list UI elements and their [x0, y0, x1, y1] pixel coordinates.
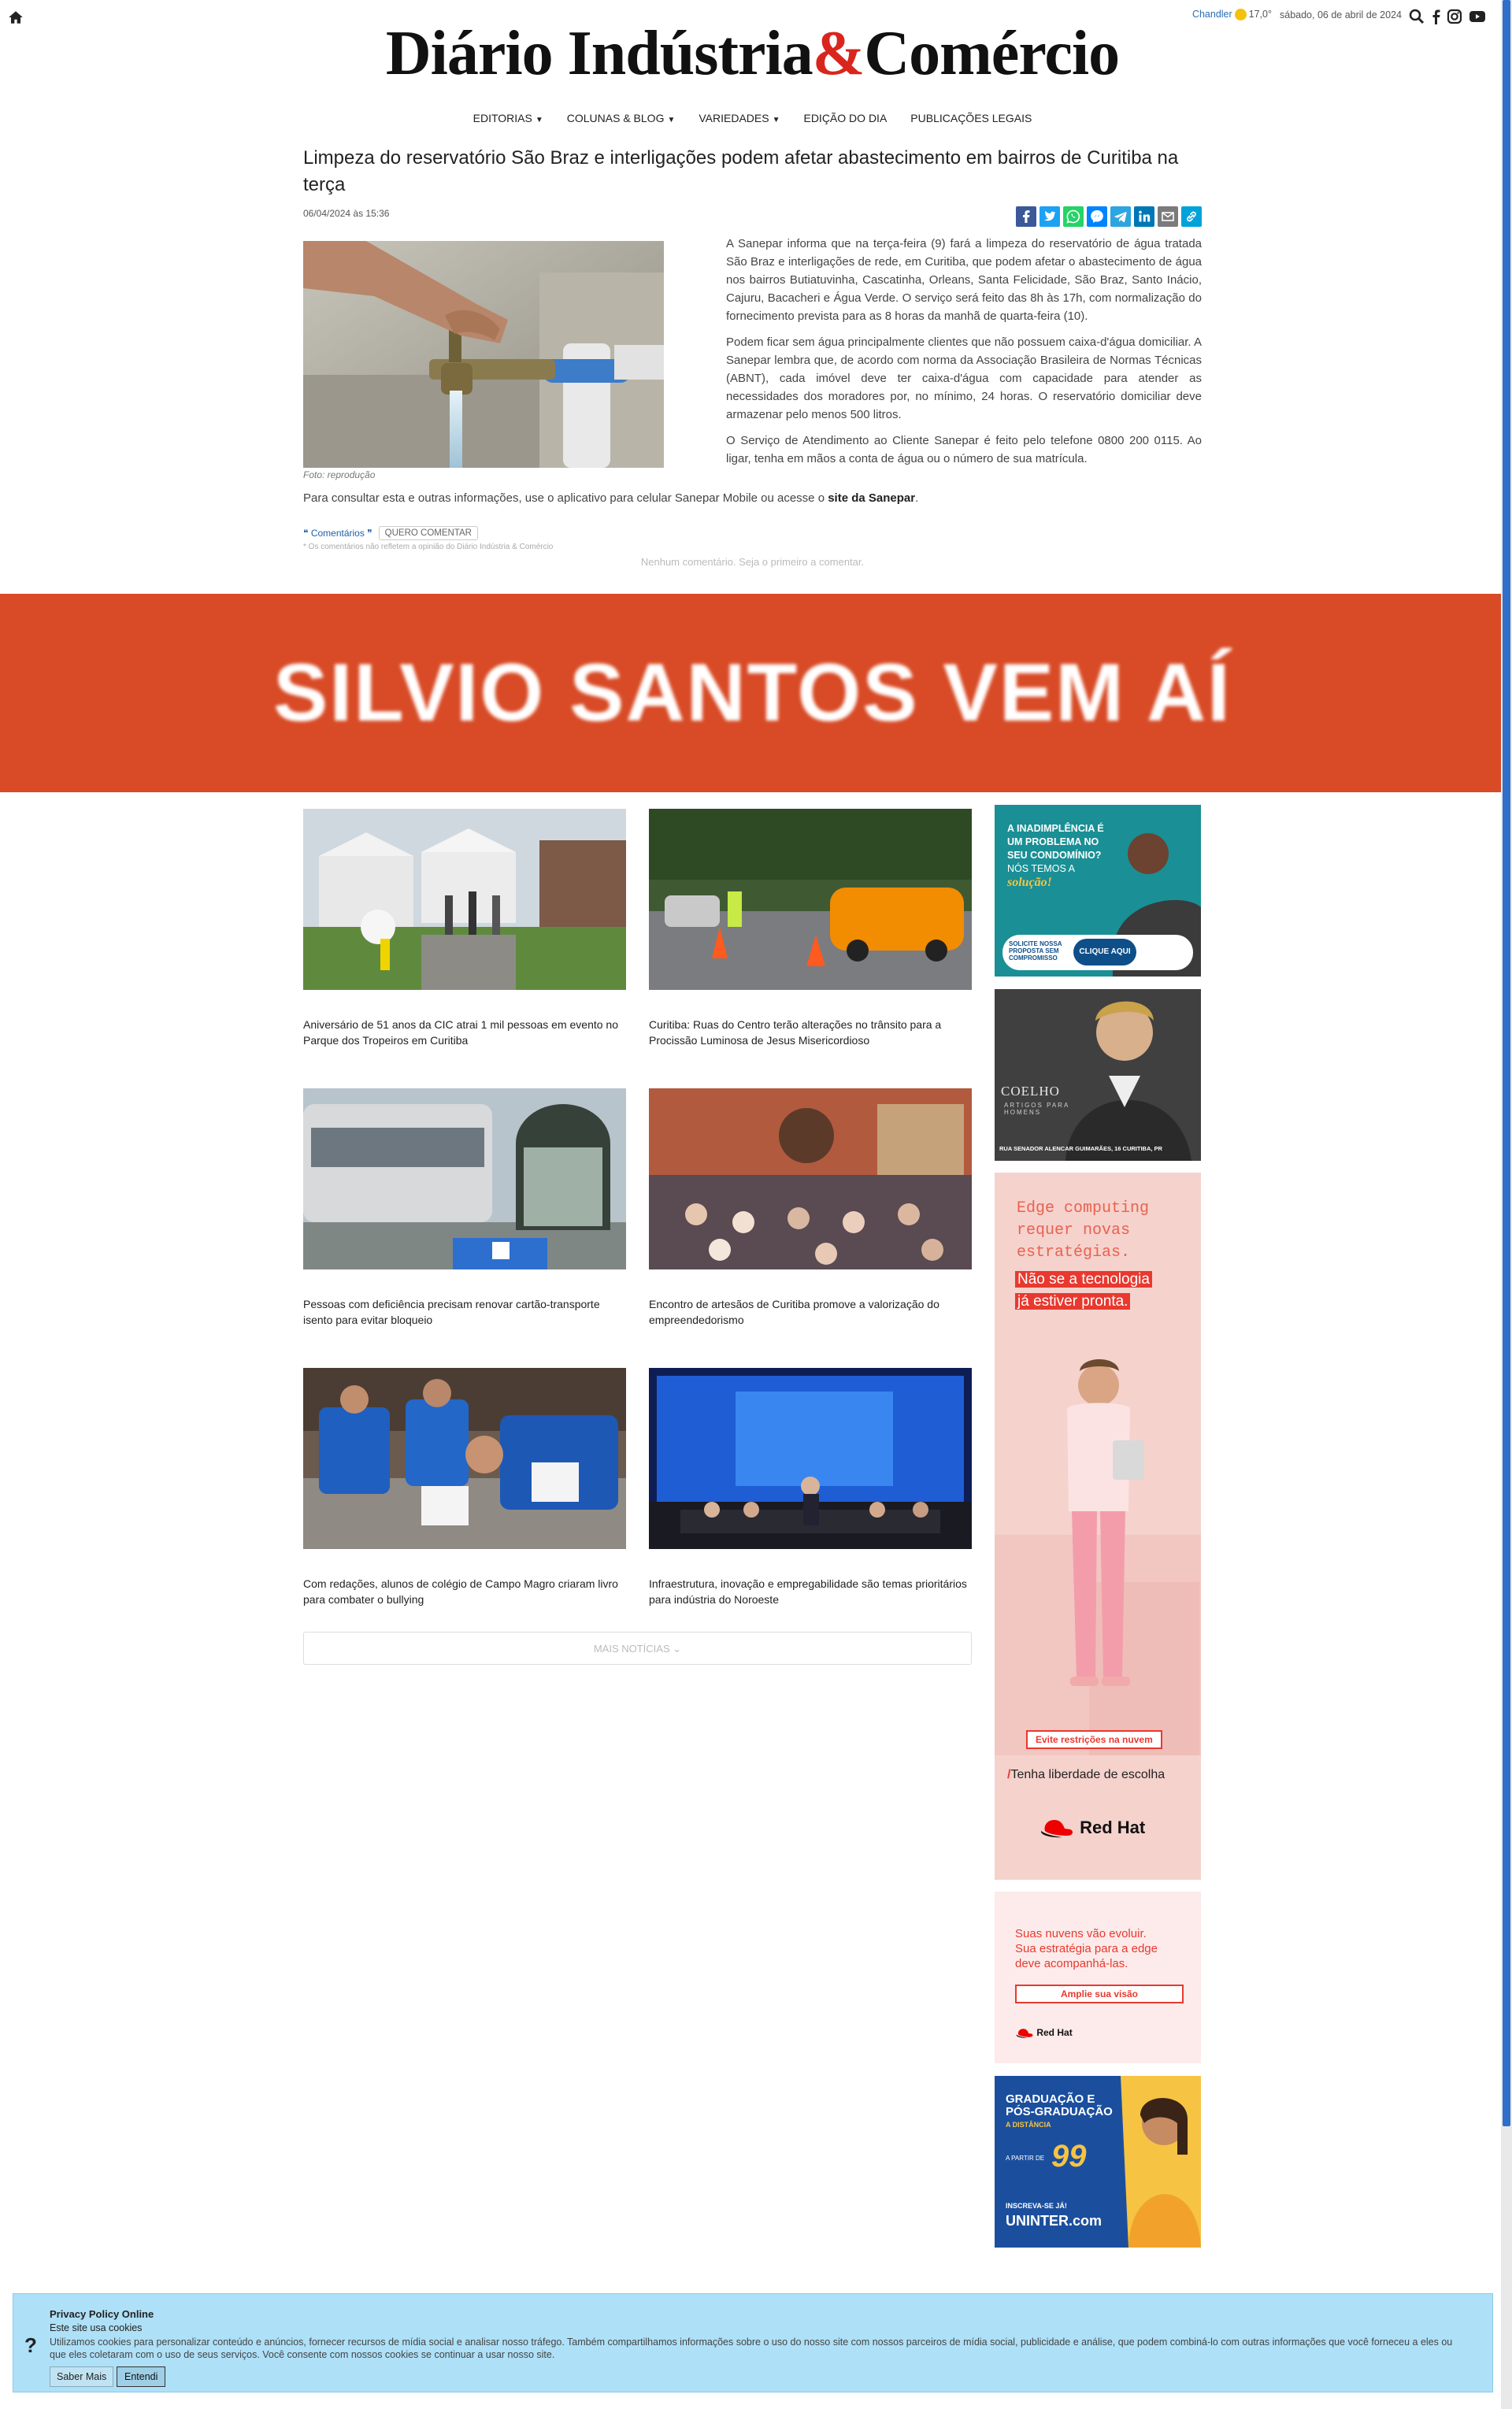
nav-colunas-label: COLUNAS & BLOG: [566, 112, 665, 124]
ad3-brand: Red Hat: [1080, 1817, 1146, 1837]
article-photo: [303, 241, 664, 468]
linkedin-share-icon[interactable]: [1134, 206, 1154, 227]
news-card[interactable]: [649, 809, 972, 1048]
nav-publicacoes-legais[interactable]: PUBLICAÇÕES LEGAIS: [910, 112, 1032, 124]
ad2-brand: COELHO: [1001, 1084, 1060, 1099]
nav-editorias[interactable]: [473, 110, 543, 126]
ad3-highlight1: Não se a tecnologia: [1015, 1271, 1152, 1288]
ad4-line3: deve acompanhá-las.: [1015, 1957, 1128, 1970]
comments-label: Comentários: [310, 528, 365, 539]
scrollbar-thumb[interactable]: [1503, 0, 1510, 2126]
instagram-icon[interactable]: [1446, 8, 1463, 25]
news-card[interactable]: [649, 1368, 972, 1607]
header-social-icons: [1408, 8, 1487, 25]
ad4-cta-button[interactable]: Amplie sua visão: [1015, 1985, 1184, 2003]
ad1-line3: SEU CONDOMÍNIO?: [1007, 850, 1102, 861]
more-news-label: MAIS NOTÍCIAS: [593, 1643, 670, 1655]
add-comment-button[interactable]: QUERO COMENTAR: [379, 526, 478, 540]
news-caption[interactable]: Curitiba: Ruas do Centro terão alterações no trânsito para a Procissão Luminosa de Jesus Misericordioso: [649, 1018, 942, 1047]
article-paragraph: A Sanepar informa que na terça-feira (9) fará a limpeza do reservatório de água tratada São Braz e interligações de rede, em Curitiba, que podem afetar o abastecimento de água nos bairros Butiatuvinha, Cascatinha, Orleans, Santa Felicidade, São Braz, Santo Inácio, Cajuru, Bacacheri e Água Verde. O serviço será feito das 8h às 17h, com normalização do fornecimento prevista para as 8 horas da manhã de quarta-feira (10).: [726, 237, 1202, 323]
article-paragraph: Podem ficar sem água principalmente clientes que não possuem caixa-d'água domiciliar. A Sanepar lembra que, de acordo com norma da Associação Brasileira de Normas Técnicas (ABNT), cada imóvel deve ter caixa-d'água com capacidade para atender as necessidades dos moradores por, no mínimo, 24 horas. O reservatório domiciliar deve armazenar pelo menos 500 litros.: [726, 335, 1202, 421]
link-share-icon[interactable]: [1181, 206, 1202, 227]
telegram-share-icon[interactable]: [1110, 206, 1131, 227]
banner-text: SILVIO SANTOS VEM AÍ: [273, 647, 1232, 739]
ad1-line2: UM PROBLEMA NO: [1007, 836, 1099, 847]
ad1-line1: A INADIMPLÊNCIA É: [1007, 823, 1104, 834]
sun-icon: [1235, 9, 1247, 20]
ad2-subtitle: ARTIGOS PARA HOMENS: [1004, 1102, 1069, 1116]
ad5-price: 99: [1051, 2139, 1087, 2174]
email-share-icon[interactable]: [1158, 206, 1178, 227]
comments-disclaimer: * Os comentários não refletem a opinião do Diário Indústria & Comércio: [303, 543, 554, 551]
ad-redhat-cloud[interactable]: [995, 1892, 1201, 2063]
ad5-line3: A DISTÂNCIA: [1006, 2121, 1051, 2129]
learn-more-button[interactable]: Saber Mais: [50, 2366, 113, 2387]
main-navigation: [0, 110, 1505, 126]
news-card[interactable]: [303, 809, 626, 1048]
news-caption[interactable]: Pessoas com deficiência precisam renovar cartão-transporte isento para evitar bloqueio: [303, 1298, 600, 1326]
caret-down-icon: ▼: [667, 116, 676, 124]
quote-icon: ❝: [303, 528, 309, 539]
weather-city[interactable]: Chandler: [1191, 9, 1232, 20]
nav-colunas-blog[interactable]: [567, 110, 676, 126]
news-thumbnail[interactable]: [649, 1368, 972, 1549]
news-thumbnail[interactable]: [303, 809, 626, 990]
news-thumbnail[interactable]: [303, 1368, 626, 1549]
logo-text-2: Comércio: [864, 19, 1120, 88]
ad4-logo: [1015, 2027, 1073, 2040]
ad3-cta-button[interactable]: Evite restrições na nuvem: [1026, 1730, 1162, 1749]
nav-variedades[interactable]: [699, 110, 780, 126]
share-toolbar: [1016, 206, 1202, 227]
ad-coelho[interactable]: [995, 989, 1201, 1161]
news-caption[interactable]: Encontro de artesãos de Curitiba promove a valorização do empreendedorismo: [649, 1298, 939, 1326]
consult-info: [303, 491, 918, 505]
news-card[interactable]: [303, 1088, 626, 1328]
whatsapp-share-icon[interactable]: [1063, 206, 1084, 227]
ad4-brand: Red Hat: [1036, 2027, 1073, 2039]
article-date: 06/04/2024 às 15:36: [303, 208, 390, 219]
promo-banner[interactable]: [0, 594, 1505, 792]
messenger-share-icon[interactable]: [1087, 206, 1107, 227]
accept-cookies-button[interactable]: Entendi: [117, 2366, 165, 2387]
ad1-line4: NÓS TEMOS A: [1007, 863, 1075, 874]
comments-bar: [303, 526, 478, 540]
nav-editorias-label: EDITORIAS: [472, 112, 532, 124]
ad2-address: RUA SENADOR ALENCAR GUIMARÃES, 16 CURITIBA, PR: [999, 1145, 1162, 1152]
news-card[interactable]: [303, 1368, 626, 1607]
no-comments-message: Nenhum comentário. Seja o primeiro a comentar.: [640, 556, 865, 568]
weather-temperature: 17,0°: [1248, 9, 1272, 20]
logo-text-1: Diário Indústria: [385, 19, 813, 88]
news-caption[interactable]: Com redações, alunos de colégio de Campo Magro criaram livro para combater o bullying: [303, 1577, 618, 1606]
caret-down-icon: ▼: [772, 116, 780, 124]
ad3-highlight2: já estiver pronta.: [1015, 1293, 1130, 1310]
chevron-down-icon: ⌄: [673, 1643, 682, 1655]
redhat-hat-icon: [1015, 2027, 1034, 2040]
ad1-cta: CLIQUE AQUI: [1079, 947, 1131, 956]
news-card[interactable]: [649, 1088, 972, 1328]
ad5-brand: UNINTER.com: [1006, 2213, 1102, 2229]
consult-text: Para consultar esta e outras informações, use o aplicativo para celular Sanepar Mobile ou acesse o: [303, 491, 828, 505]
page-scrollbar[interactable]: [1501, 0, 1512, 2409]
ad3-line2: requer novas: [1017, 1221, 1131, 1240]
ad3-line3: estratégias.: [1017, 1243, 1131, 1262]
twitter-share-icon[interactable]: [1040, 206, 1060, 227]
article-body: [726, 235, 1202, 476]
caret-down-icon: ▼: [535, 116, 543, 124]
cookie-text: Utilizamos cookies para personalizar conteúdo e anúncios, fornecer recursos de mídia social e analisar nosso tráfego. Também compartilhamos informações sobre o uso do nosso site com nossos parceiros de mídia social, publicidade e análise, que podem combiná-lo com outras informações que você forneceu a eles ou que eles coletaram com o uso de seus serviços. Você consente com nossos cookies se continuar a usar nosso site.: [50, 2337, 1453, 2360]
ad4-line2: Sua estratégia para a edge: [1015, 1942, 1158, 1955]
search-icon[interactable]: [1408, 8, 1425, 25]
ad4-line1: Suas nuvens vão evoluir.: [1015, 1927, 1147, 1940]
article: [303, 145, 1202, 586]
cookie-consent-bar: [13, 2293, 1493, 2392]
weather-date-info: [1192, 9, 1402, 20]
youtube-icon[interactable]: [1468, 8, 1487, 25]
comments-toggle[interactable]: [303, 528, 372, 539]
article-title: Limpeza do reservatório São Braz e interligações podem afetar abastecimento em bairros de Curitiba na terça: [303, 147, 1179, 195]
more-news-button[interactable]: [303, 1632, 972, 1665]
cookie-title: Privacy Policy Online: [50, 2308, 154, 2320]
sanepar-site-link[interactable]: site da Sanepar: [828, 491, 916, 505]
news-thumbnail[interactable]: [649, 809, 972, 990]
news-caption[interactable]: Infraestrutura, inovação e empregabilidade são temas prioritários para indústria do Noroeste: [649, 1577, 967, 1606]
current-date: sábado, 06 de abril de 2024: [1280, 9, 1402, 20]
cookie-subtitle: Este site usa cookies: [50, 2322, 143, 2333]
facebook-share-icon[interactable]: [1016, 206, 1036, 227]
news-thumbnail[interactable]: [649, 1088, 972, 1269]
ad1-line5: solução!: [1007, 876, 1052, 889]
quote-icon: ❞: [367, 528, 372, 539]
ad5-line5: INSCREVA-SE JÁ!: [1006, 2202, 1067, 2210]
facebook-icon[interactable]: [1430, 8, 1441, 25]
news-caption[interactable]: Aniversário de 51 anos da CIC atrai 1 mil pessoas em evento no Parque dos Tropeiros em Curitiba: [303, 1018, 618, 1047]
ad1-proposal: SOLICITE NOSSA PROPOSTA SEM COMPROMISSO: [1009, 940, 1062, 962]
ad3-line1: Edge computing: [1017, 1199, 1150, 1217]
nav-variedades-label: VARIEDADES: [699, 112, 769, 124]
ad-condominio[interactable]: [995, 805, 1201, 977]
site-logo[interactable]: [0, 16, 1505, 91]
consult-end: .: [915, 491, 919, 505]
ad5-line2: PÓS-GRADUAÇÃO: [1006, 2105, 1113, 2118]
redhat-hat-icon: [1039, 1817, 1075, 1840]
ad3-logo: [1039, 1817, 1145, 1840]
ad-uninter[interactable]: [995, 2076, 1201, 2248]
news-thumbnail[interactable]: [303, 1088, 626, 1269]
ad3-tagline: Tenha liberdade de escolha: [1010, 1768, 1166, 1781]
article-paragraph: O Serviço de Atendimento ao Cliente Sanepar é feito pelo telefone 0800 200 0115. Ao ligar, tenha em mãos a conta de água ou o número de sua matrícula.: [726, 434, 1202, 465]
slash-icon: /: [1007, 1768, 1011, 1781]
ad5-line1: GRADUAÇÃO E: [1006, 2092, 1095, 2106]
help-icon: ?: [24, 2333, 37, 2357]
ad-redhat-edge[interactable]: [995, 1173, 1201, 1880]
nav-edicao-do-dia[interactable]: EDIÇÃO DO DIA: [803, 112, 888, 124]
photo-caption: Foto: reprodução: [303, 469, 376, 480]
ad5-line4: A PARTIR DE: [1006, 2155, 1045, 2162]
logo-ampersand: &: [812, 19, 865, 88]
